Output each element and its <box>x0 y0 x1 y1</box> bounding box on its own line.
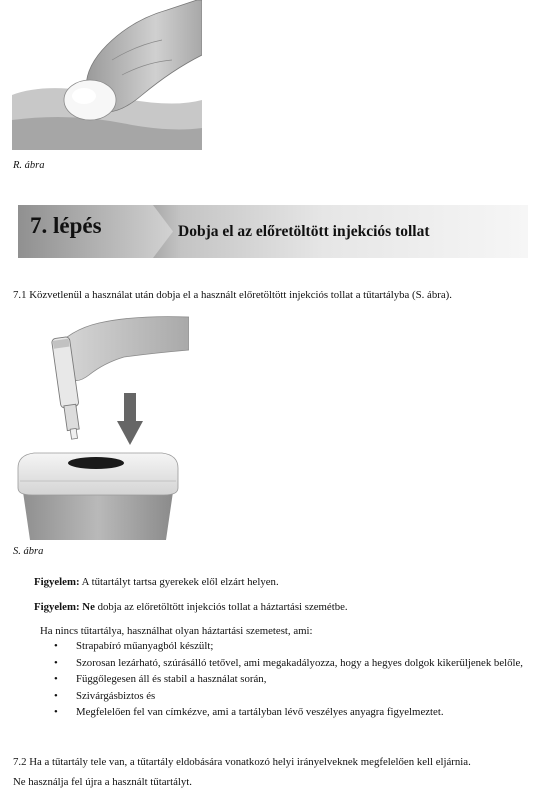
figure-s-caption: S. ábra <box>13 546 44 557</box>
figure-s-illustration <box>14 305 189 540</box>
step-number: 7. lépés <box>30 213 102 238</box>
bullet-icon: • <box>54 656 58 669</box>
step-title: Dobja el az előretöltött injekciós tollat <box>178 223 430 240</box>
section-7-1-text: 7.1 Közvetlenül a használat után dobja el a használt előretöltött injekciós tollat a tűtartályba (S. ábra). <box>13 289 452 301</box>
warning-1 <box>34 575 534 589</box>
warning-2-text: dobja az előretöltött injekciós tollat a háztartási szemétbe. <box>94 601 348 613</box>
figure-r-caption: R. ábra <box>13 160 45 171</box>
warning-2 <box>34 600 534 614</box>
list-item: • Szivárgásbiztos és <box>54 689 156 702</box>
requirements-list <box>54 639 524 722</box>
bullet-icon: • <box>54 706 58 718</box>
warning-2-prefix: Ne <box>79 601 95 613</box>
final-note: Ne használja fel újra a használt tűtartályt. <box>13 776 192 788</box>
bullet-icon: • <box>54 673 58 685</box>
list-item: • Függőlegesen áll és stabil a használat során, <box>54 673 267 685</box>
container-intro: Ha nincs tűtartálya, használhat olyan háztartási szemetest, ami: <box>40 625 313 637</box>
list-item: • Szorosan lezárható, szúrásálló tetővel, ami megakadályozza, hogy a hegyes dolgok kikerüljenek belőle, <box>54 656 524 669</box>
warning-2-label: Figyelem: <box>34 601 80 613</box>
section-7-2-text: 7.2 Ha a tűtartály tele van, a tűtartály eldobására vonatkozó helyi irányelveknek megfelelően kell eljárnia. <box>13 756 471 768</box>
bullet-icon: • <box>54 640 58 652</box>
warning-1-label: Figyelem: <box>34 576 80 588</box>
bullet-icon: • <box>54 689 58 702</box>
figure-r-illustration <box>12 0 202 150</box>
list-item: • Megfelelően fel van címkézve, ami a tartályban lévő veszélyes anyagra figyelmeztet. <box>54 706 444 718</box>
list-item: • Strapabíró műanyagból készült; <box>54 640 214 652</box>
warning-1-text: A tűtartályt tartsa gyerekek elől elzárt helyen. <box>79 576 279 588</box>
